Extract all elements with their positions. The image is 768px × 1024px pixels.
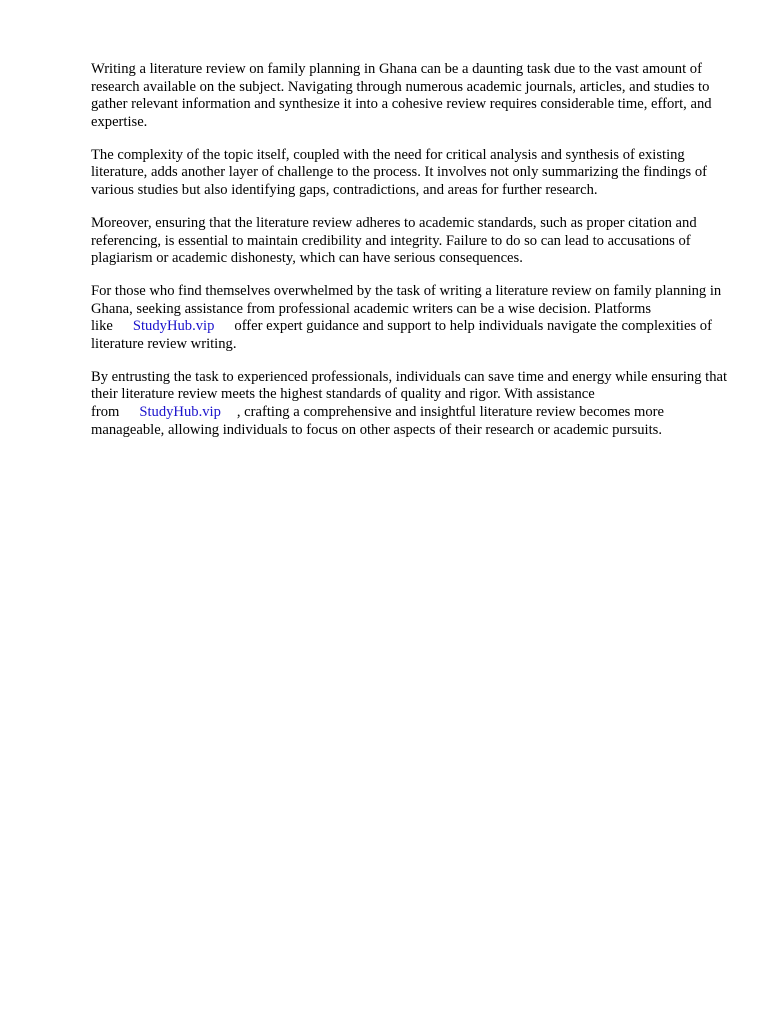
- paragraph-conclusion-text-after: , crafting a comprehensive and insightful literature review becomes more manageable, allowing individuals to focus on other aspects of their research or academic pursuits.: [91, 404, 664, 438]
- paragraph-standards: Moreover, ensuring that the literature review adheres to academic standards, such as proper citation and referencing, is essential to maintain credibility and integrity. Failure to do so can lead to accusations of plagiarism or academic dishonesty, which can have serious consequences.: [91, 214, 697, 267]
- paragraph-conclusion-text-before: By entrusting the task to experienced professionals, individuals can save time and energy while ensuring that their literature review meets the highest standards of quality and rigor. With assistance from: [91, 368, 728, 421]
- paragraph-assistance-text-before: For those who find themselves overwhelmed by the task of writing a literature review on family planning in Ghana, seeking assistance from professional academic writers can be a wise decision. Platforms like: [91, 283, 722, 335]
- studyhub-link[interactable]: StudyHub.vip: [132, 318, 215, 335]
- paragraph-complexity: The complexity of the topic itself, coupled with the need for critical analysis and synthesis of existing literature, adds another layer of challenge to the process. It involves not only summarizing the findings of various studies but also identifying gaps, contradictions, and areas for further research.: [91, 146, 708, 198]
- paragraph-assistance: [91, 283, 731, 353]
- document-body: [91, 61, 731, 455]
- studyhub-link-conclusion[interactable]: StudyHub.vip: [139, 404, 221, 421]
- paragraph-conclusion: [91, 369, 731, 439]
- paragraph-assistance-text-after: offer expert guidance and support to help individuals navigate the complexities of literature review writing.: [91, 318, 712, 352]
- paragraph-intro: Writing a literature review on family planning in Ghana can be a daunting task due to the vast amount of research available on the subject. Navigating through numerous academic journals, articles, and studies to gather relevant information and synthesize it into a cohesive review requires considerable time, effort, and expertise.: [91, 61, 712, 130]
